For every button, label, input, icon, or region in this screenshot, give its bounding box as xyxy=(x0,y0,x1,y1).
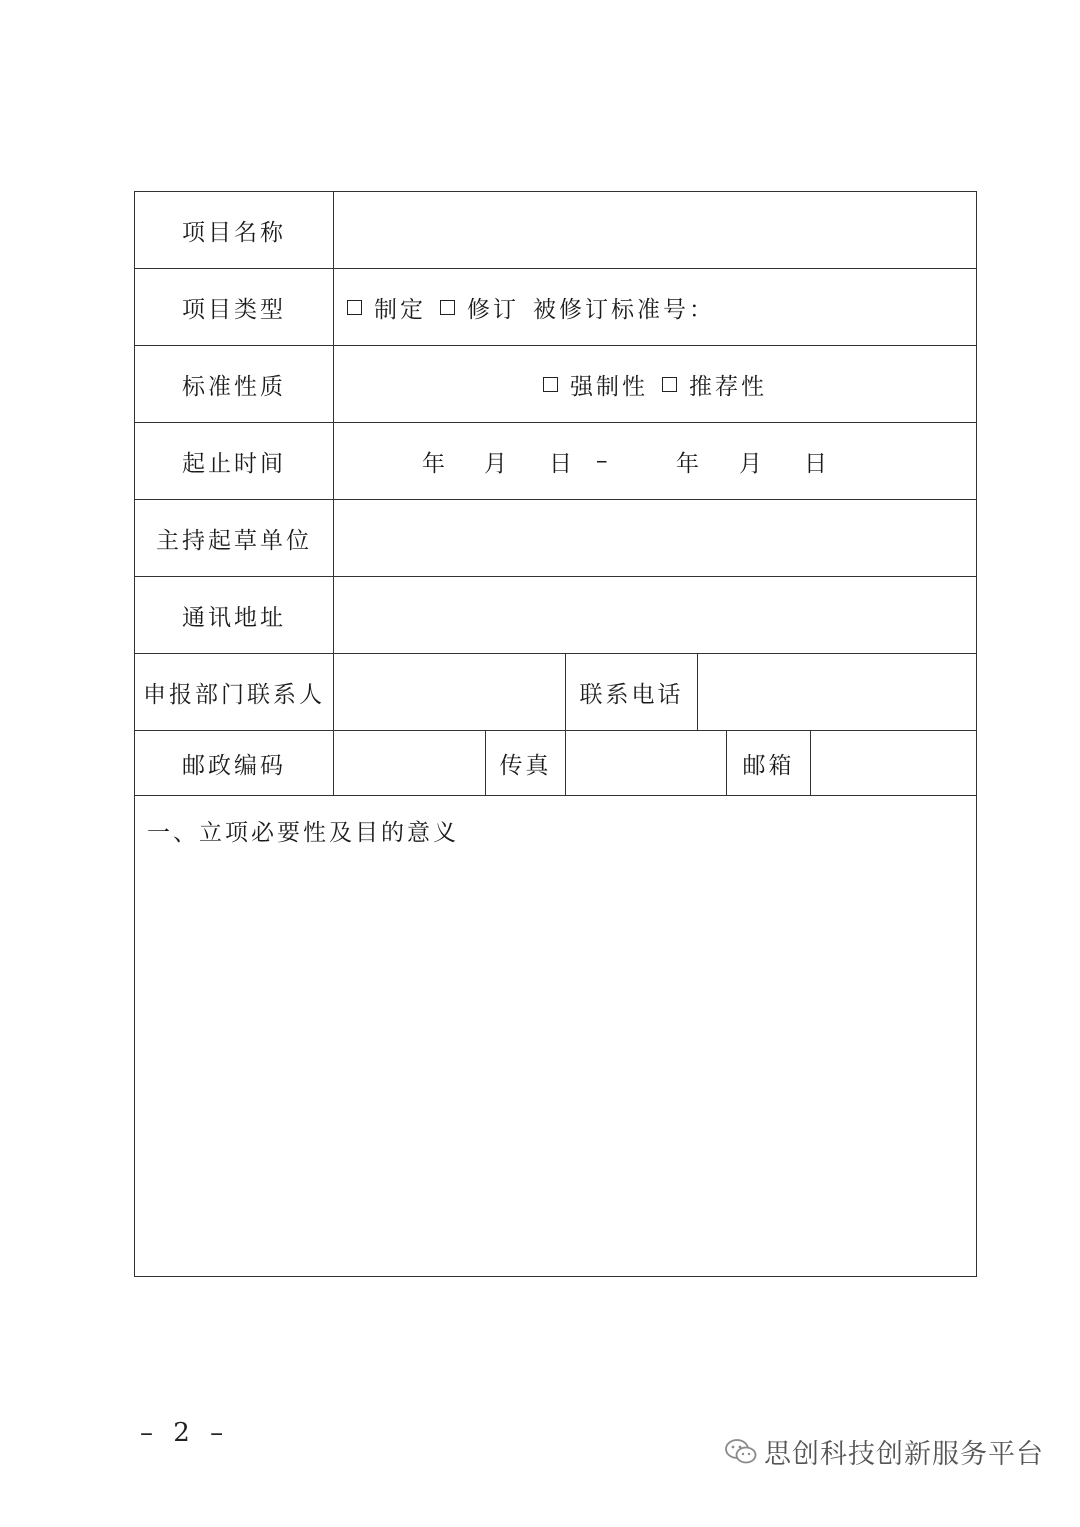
end-day-label: 日 xyxy=(804,450,830,477)
end-month-label: 月 xyxy=(739,450,765,477)
drafting-unit-label xyxy=(135,500,333,576)
option-recommended-label: 推荐性 xyxy=(689,373,767,400)
contact-phone-label xyxy=(566,654,697,730)
period-field[interactable] xyxy=(334,423,976,499)
option-revise-label: 修订 xyxy=(467,296,519,323)
contact-person-field[interactable] xyxy=(334,654,565,730)
drafting-unit-label-text: 主持起草单位 xyxy=(156,527,312,554)
checkbox-enact[interactable] xyxy=(347,300,362,315)
section-one-heading xyxy=(147,812,459,848)
watermark-text: 思创科技创新服务平台 xyxy=(764,1439,1044,1470)
fax-label xyxy=(486,731,565,795)
checkbox-revise[interactable] xyxy=(440,300,455,315)
option-mandatory-label: 强制性 xyxy=(570,373,648,400)
option-enact-label: 制定 xyxy=(374,296,426,323)
period-label xyxy=(135,423,333,499)
start-year-label: 年 xyxy=(422,450,448,477)
period-separator: – xyxy=(596,448,611,474)
drafting-unit-field[interactable] xyxy=(334,500,976,576)
standard-nature-field xyxy=(334,346,976,422)
section-one-content-area[interactable] xyxy=(135,862,976,1276)
period-label-text: 起止时间 xyxy=(182,450,286,477)
postal-code-label-text: 邮政编码 xyxy=(182,752,286,779)
standard-nature-label-text: 标准性质 xyxy=(182,373,286,400)
postal-code-label xyxy=(135,731,333,795)
contact-phone-label-text: 联系电话 xyxy=(579,681,684,708)
row-divider xyxy=(135,795,976,796)
application-form-table xyxy=(134,191,977,1277)
page-number: – 2 – xyxy=(140,1418,230,1448)
project-type-field xyxy=(347,269,967,345)
contact-person-label-text: 申报部门联系人 xyxy=(143,681,325,708)
email-field[interactable] xyxy=(811,731,976,795)
contact-phone-field[interactable] xyxy=(698,654,976,730)
end-year-label: 年 xyxy=(676,450,702,477)
project-type-label xyxy=(135,269,333,345)
project-name-label xyxy=(135,192,333,268)
project-type-label-text: 项目类型 xyxy=(182,296,286,323)
postal-code-field[interactable] xyxy=(334,731,485,795)
contact-person-label xyxy=(135,654,333,730)
start-month-label: 月 xyxy=(484,450,510,477)
email-label xyxy=(727,731,810,795)
address-label xyxy=(135,577,333,653)
address-label-text: 通讯地址 xyxy=(182,604,286,631)
start-day-label: 日 xyxy=(549,450,575,477)
email-label-text: 邮箱 xyxy=(742,752,795,779)
checkbox-mandatory[interactable] xyxy=(543,377,558,392)
fax-label-text: 传真 xyxy=(499,752,552,779)
watermark xyxy=(724,1432,1044,1471)
project-name-label-text: 项目名称 xyxy=(182,219,286,246)
project-name-field[interactable] xyxy=(334,192,976,268)
checkbox-recommended[interactable] xyxy=(662,377,677,392)
fax-field[interactable] xyxy=(566,731,726,795)
address-field[interactable] xyxy=(334,577,976,653)
wechat-icon xyxy=(724,1438,758,1466)
section-one-heading-text: 一、立项必要性及目的意义 xyxy=(147,819,459,846)
revised-standard-number-label: 被修订标准号： xyxy=(533,296,715,323)
standard-nature-label xyxy=(135,346,333,422)
